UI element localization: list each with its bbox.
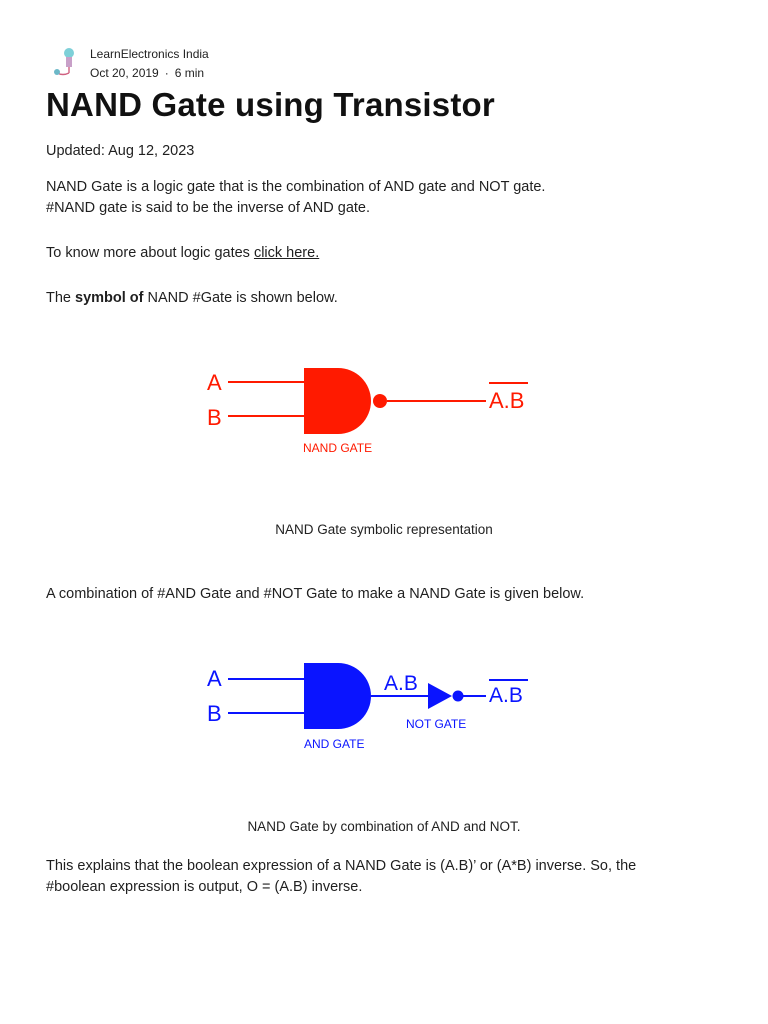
page-title: NAND Gate using Transistor: [46, 86, 495, 123]
nand-gate-figure: [207, 368, 528, 455]
intro-line-1: NAND Gate is a logic gate that is the combination of AND gate and NOT gate.: [46, 179, 546, 195]
not-gate-triangle: [428, 683, 452, 709]
and-not-figure: [207, 663, 528, 751]
nand-gate-body: [304, 368, 371, 434]
figure2-caption: NAND Gate by combination of AND and NOT.: [247, 819, 521, 834]
and-gate-body: [304, 663, 371, 729]
input-b-label-2: B: [207, 701, 222, 726]
meta-separator: ·: [164, 66, 169, 80]
intro-paragraph: [46, 177, 545, 219]
link-paragraph: [46, 243, 319, 264]
not-gate-label: NOT GATE: [406, 717, 467, 731]
updated-date: Updated: Aug 12, 2023: [46, 143, 195, 159]
combination-paragraph: A combination of #AND Gate and #NOT Gate to make a NAND Gate is given below.: [46, 586, 585, 602]
symbol-bold-text: symbol of: [75, 290, 144, 306]
inversion-bubble: [373, 394, 387, 408]
symbol-suffix: NAND #Gate is shown below.: [143, 290, 338, 306]
not-bubble: [453, 691, 464, 702]
output-label-2: A.B: [489, 684, 523, 707]
figure1-caption: NAND Gate symbolic representation: [275, 522, 493, 537]
conclusion-line-2: #boolean expression is output, O = (A.B) inverse.: [46, 879, 363, 895]
author-name[interactable]: LearnElectronics India: [90, 47, 209, 61]
symbol-prefix: The: [46, 290, 76, 306]
nand-gate-diagram: [190, 355, 550, 465]
post-date: Oct 20, 2019: [90, 66, 159, 80]
conclusion-line-1: This explains that the boolean expression of a NAND Gate is (A.B)’ or (A*B) inverse. So, the: [46, 858, 637, 874]
input-b-label: B: [207, 405, 222, 430]
read-time: 6 min: [174, 66, 205, 80]
output-label: A.B: [489, 388, 525, 413]
mid-label: A.B: [384, 672, 418, 695]
and-not-diagram: [190, 650, 550, 760]
post-meta: [90, 66, 204, 80]
input-a-label: A: [207, 370, 222, 395]
input-a-label-2: A: [207, 666, 222, 691]
conclusion-paragraph: [46, 856, 636, 898]
author-avatar[interactable]: [49, 46, 81, 80]
intro-line-2: #NAND gate is said to be the inverse of AND gate.: [46, 200, 371, 216]
nand-gate-label: NAND GATE: [303, 441, 373, 455]
and-gate-label: AND GATE: [304, 737, 365, 751]
link-prefix: To know more about logic gates: [46, 245, 254, 261]
click-here-link[interactable]: click here.: [253, 245, 320, 261]
symbol-paragraph: [46, 288, 338, 309]
